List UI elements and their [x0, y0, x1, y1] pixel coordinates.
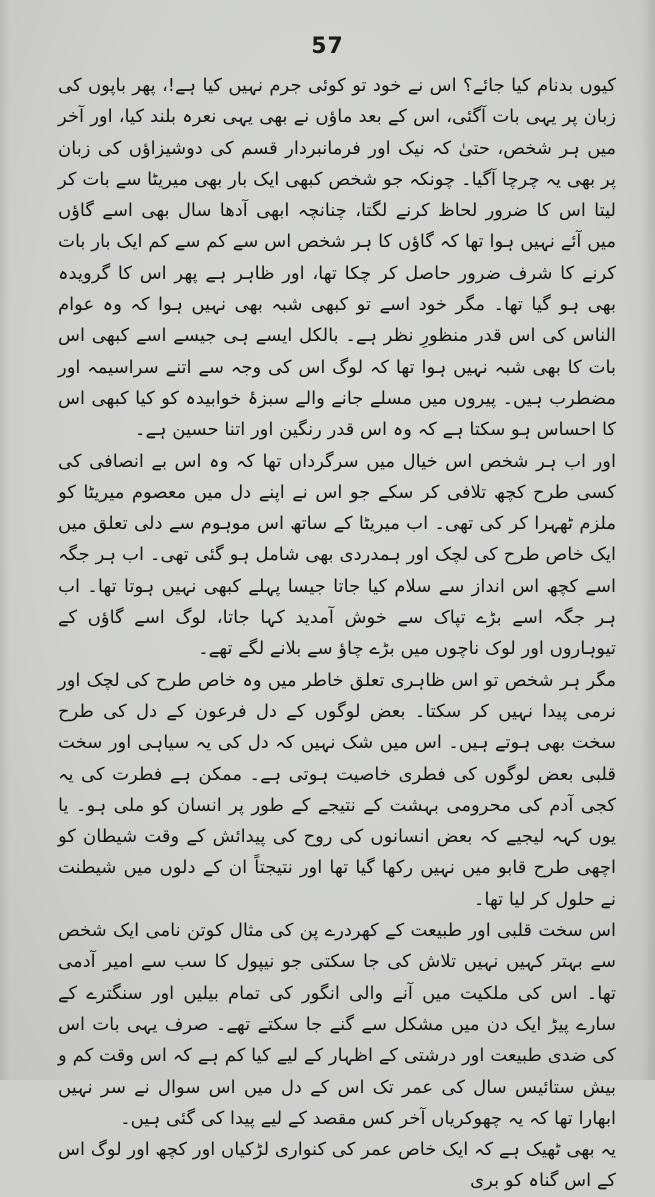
scan-shadow-right	[641, 0, 655, 1080]
paragraph-1: کیوں بدنام کیا جائے؟ اس نے خود تو کوئی جرم نہیں کیا ہے!، پھر باپوں کی زبان پر یہی بات آگئی، اس کے بعد ماؤں نے بھی یہی نعرہ بلند کیا، اور آخر میں ہر شخص، حتیٰ کہ نیک اور فرمانبردار قسم کی دوشیزاؤں کی زبان پر بھی یہ چرچا آگیا۔ چونکہ جو شخص کبھی ایک بار بھی میریٹا سے بات کر لیتا اس کا ضرور لحاظ کرنے لگتا، چنانچہ ابھی آدھا سال بھی اسے گاؤں میں آئے نہیں ہوا تھا کہ گاؤں کا ہر شخص اس سے کم سے کم ایک بار بات کرنے کا شرف ضرور حاصل کر چکا تھا، اور ظاہر ہے پھر اس کا گرویدہ بھی ہو گیا تھا۔ مگر خود اسے تو کبھی شبہ بھی نہیں ہوا کہ وہ عوام الناس کی اس قدر منظورِ نظر ہے۔ بالکل ایسے ہی جیسے اسے کبھی اس بات کا بھی شبہ نہیں ہوا تھا کہ لوگ اس کی وجہ سے اتنے سراسیمہ اور مضطرب ہیں۔ پیروں میں مسلے جانے والے سبزۂ خوابیدہ کو کیا کبھی اس کا احساس ہو سکتا ہے کہ وہ اس قدر رنگین اور اتنا حسین ہے۔	[58, 75, 616, 441]
scan-shadow-left	[0, 0, 10, 1080]
paragraph-2: اور اب ہر شخص اس خیال میں سرگرداں تھا کہ وہ اس بے انصافی کی کسی طرح کچھ تلافی کر سکے جو اس نے اپنے دل میں معصوم میریٹا کو ملزم ٹھہرا کر کی تھی۔ اب میریٹا کے ساتھ اس موہوم سے دلی تعلق میں ایک خاص طرح کی لچک اور ہمدردی بھی شامل ہو گئی تھی۔ اب ہر جگہ اسے کچھ اس انداز سے سلام کیا جاتا جیسا پہلے کبھی نہیں ہوتا تھا۔ اب ہر جگہ اسے بڑے تپاک سے خوش آمدید کہا جاتا، لوگ اسے گاؤں کے تیوہاروں اور لوک ناچوں میں بڑے چاؤ سے بلانے لگے تھے۔	[58, 450, 616, 660]
paragraph-4: اس سخت قلبی اور طبیعت کے کھردرے پن کی مثال کوتن نامی ایک شخص سے بہتر کہیں نہیں تلاش کی جا سکتی جو نیپول کا سب سے امیر آدمی تھا۔ اس کی ملکیت میں آنے والی انگور کی تمام بیلیں اور سنگترے کے سارے پیڑ ایک دن میں مشکل سے گنے جا سکتے تھے۔ صرف یہی بات اس کی ضدی طبیعت اور درشتی کے اظہار کے لیے کیا کم ہے کہ اس وقت کم و بیش ستائیس سال کی عمر تک اس کے دل میں اس سوال نے سر نہیں ابھارا تھا کہ یہ چھوکریاں آخر کس مقصد کے لیے پیدا کی گئی ہیں۔	[58, 920, 616, 1129]
paragraph-5: یہ بھی ٹھیک ہے کہ ایک خاص عمر کی کنواری لڑکیاں اور کچھ اور لوگ اس کے اس گناہ کو بری	[58, 1139, 616, 1192]
paragraph-3: مگر ہر شخص تو اس ظاہری تعلق خاطر میں وہ خاص طرح کی لچک اور نرمی پیدا نہیں کر سکتا۔ بعض لوگوں کے دل فرعون کے دل کی طرح سخت بھی ہوتے ہیں۔ اس میں شک نہیں کہ دل کی یہ سیاہی اور سخت قلبی بعض لوگوں کی فطری خاصیت ہوتی ہے۔ ممکن ہے فطرت کی یہ کجی آدم کی محرومی بہشت کے نتیجے کے طور پر انسان کو ملی ہو۔ یا یوں کہہ لیجیے کہ بعض انسانوں کی روح کی پیدائش کے وقت شیطان کو اچھی طرح قابو میں نہیں رکھا گیا تھا اور نتیجتاً ان کے دلوں میں شیطنت نے حلول کر لیا تھا۔	[58, 669, 616, 910]
page-body-text	[58, 70, 616, 1197]
page-number: 57	[311, 34, 344, 59]
